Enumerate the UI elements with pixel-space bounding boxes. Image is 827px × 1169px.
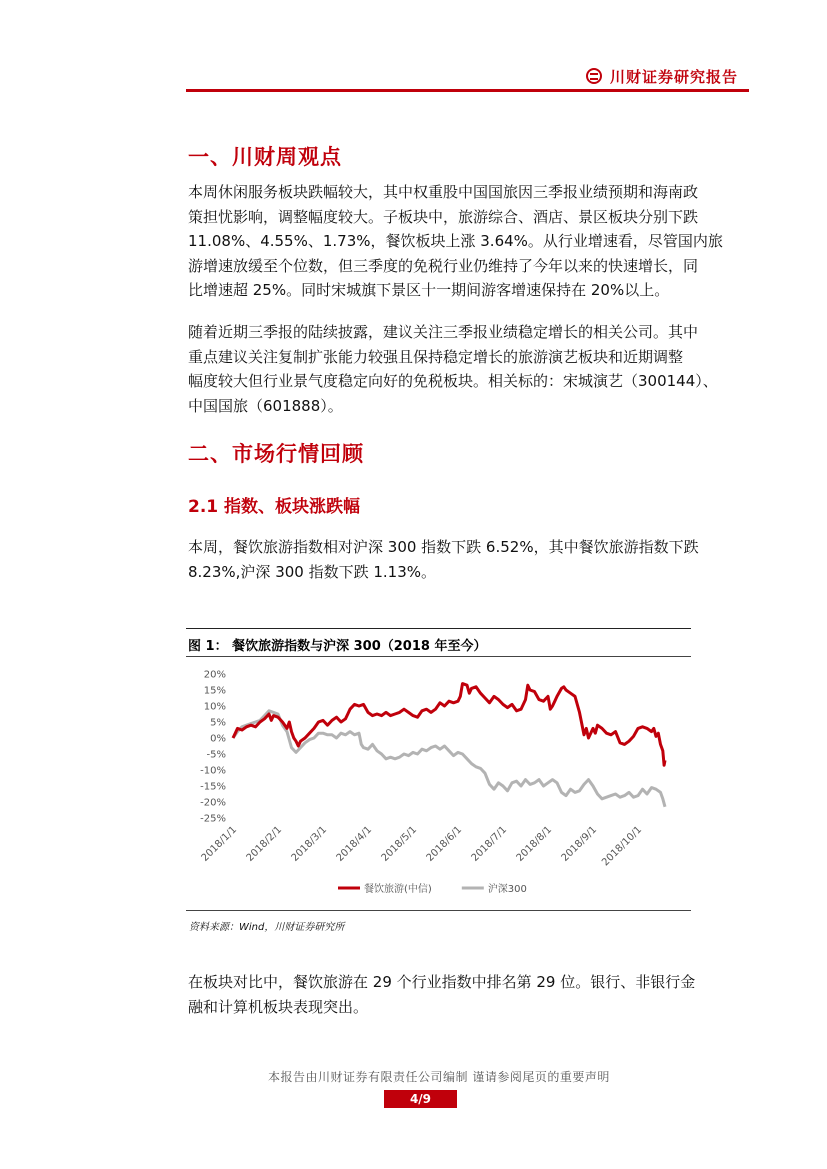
- y-tick-label: -5%: [206, 749, 226, 761]
- x-tick-label: 2018/7/1: [469, 824, 510, 864]
- y-tick-label: 15%: [203, 685, 226, 697]
- paragraph-sector-comparison: [188, 970, 753, 1019]
- page-number-badge: 4/9: [384, 1090, 457, 1108]
- y-tick-label: -20%: [200, 797, 226, 809]
- legend-label: 沪深300: [487, 884, 527, 895]
- text-line: 幅度较大但行业景气度稳定向好的免税板块。相关标的：宋城演艺（300144）、: [188, 372, 718, 391]
- subsection-heading-index-change: 2.1 指数、板块涨跌幅: [188, 497, 361, 517]
- text-line: 本周休闲服务板块跌幅较大，其中权重股中国国旅因三季报业绩预期和海南政: [188, 183, 699, 201]
- text-line: 重点建议关注复制扩张能力较强且保持稳定增长的旅游演艺板块和近期调整: [188, 347, 684, 366]
- text-line: 8.23%,沪深 300 指数下跌 1.13%。: [188, 562, 437, 581]
- section-heading-market-review: 二、市场行情回顾: [188, 442, 364, 466]
- x-tick-label: 2018/2/1: [244, 824, 285, 864]
- legend-label: 餐饮旅游(中信): [364, 884, 432, 895]
- y-tick-label: -25%: [200, 813, 226, 825]
- figure-top-rule: [186, 628, 691, 629]
- text-line: 比增速超 25%。同时宋城旗下景区十一期间游客增速保持在 20%以上。: [188, 281, 670, 300]
- x-tick-label: 2018/1/1: [199, 824, 240, 864]
- y-tick-label: 20%: [203, 669, 226, 681]
- paragraph-weekly-view-2: [188, 320, 753, 418]
- figure-bottom-rule: [186, 910, 691, 911]
- figure-title-rule: [186, 656, 691, 657]
- figure-title: 图 1： 餐饮旅游指数与沪深 300（2018 年至今）: [188, 639, 487, 654]
- line-chart: [186, 660, 691, 908]
- paragraph-weekly-view-1: [188, 180, 753, 303]
- paragraph-index-change: [188, 535, 753, 584]
- text-line: 在板块对比中，餐饮旅游在 29 个行业指数中排名第 29 位。银行、非银行金: [188, 973, 696, 991]
- text-line: 本周，餐饮旅游指数相对沪深 300 指数下跌 6.52%，其中餐饮旅游指数下跌: [188, 538, 699, 556]
- company-logo-icon: [586, 68, 602, 84]
- x-tick-label: 2018/5/1: [379, 824, 420, 864]
- x-tick-label: 2018/9/1: [559, 824, 600, 864]
- text-line: 11.08%、4.55%、1.73%，餐饮板块上涨 3.64%。从行业增速看，尽管国内旅: [188, 232, 723, 251]
- section-heading-weekly-view: 一、川财周观点: [188, 145, 342, 169]
- text-line: 随着近期三季报的陆续披露，建议关注三季报业绩稳定增长的相关公司。其中: [188, 323, 699, 341]
- figure-source-note: 资料来源：Wind，川财证券研究所: [189, 922, 345, 933]
- x-tick-label: 2018/10/1: [600, 824, 645, 869]
- text-line: 策担忧影响，调整幅度较大。子板块中，旅游综合、酒店、景区板块分别下跌: [188, 207, 699, 226]
- report-header-title: 川财证券研究报告: [610, 68, 739, 86]
- series-line: [233, 711, 665, 807]
- y-tick-label: 5%: [210, 717, 226, 729]
- text-line: 中国国旅（601888）。: [188, 396, 343, 415]
- y-tick-label: -15%: [200, 781, 226, 793]
- y-tick-label: -10%: [200, 765, 226, 777]
- x-tick-label: 2018/6/1: [424, 824, 465, 864]
- text-line: 游增速放缓至个位数，但三季度的免税行业仍维持了今年以来的快速增长，同: [188, 256, 699, 275]
- y-tick-label: 10%: [203, 701, 226, 713]
- x-tick-label: 2018/4/1: [334, 824, 375, 864]
- y-tick-label: 0%: [210, 733, 226, 745]
- x-tick-label: 2018/3/1: [289, 824, 330, 864]
- header-divider: [186, 89, 749, 92]
- footer-disclaimer: 本报告由川财证券有限责任公司编制 谨请参阅尾页的重要声明: [268, 1070, 610, 1084]
- x-tick-label: 2018/8/1: [514, 824, 555, 864]
- text-line: 融和计算机板块表现突出。: [188, 997, 369, 1016]
